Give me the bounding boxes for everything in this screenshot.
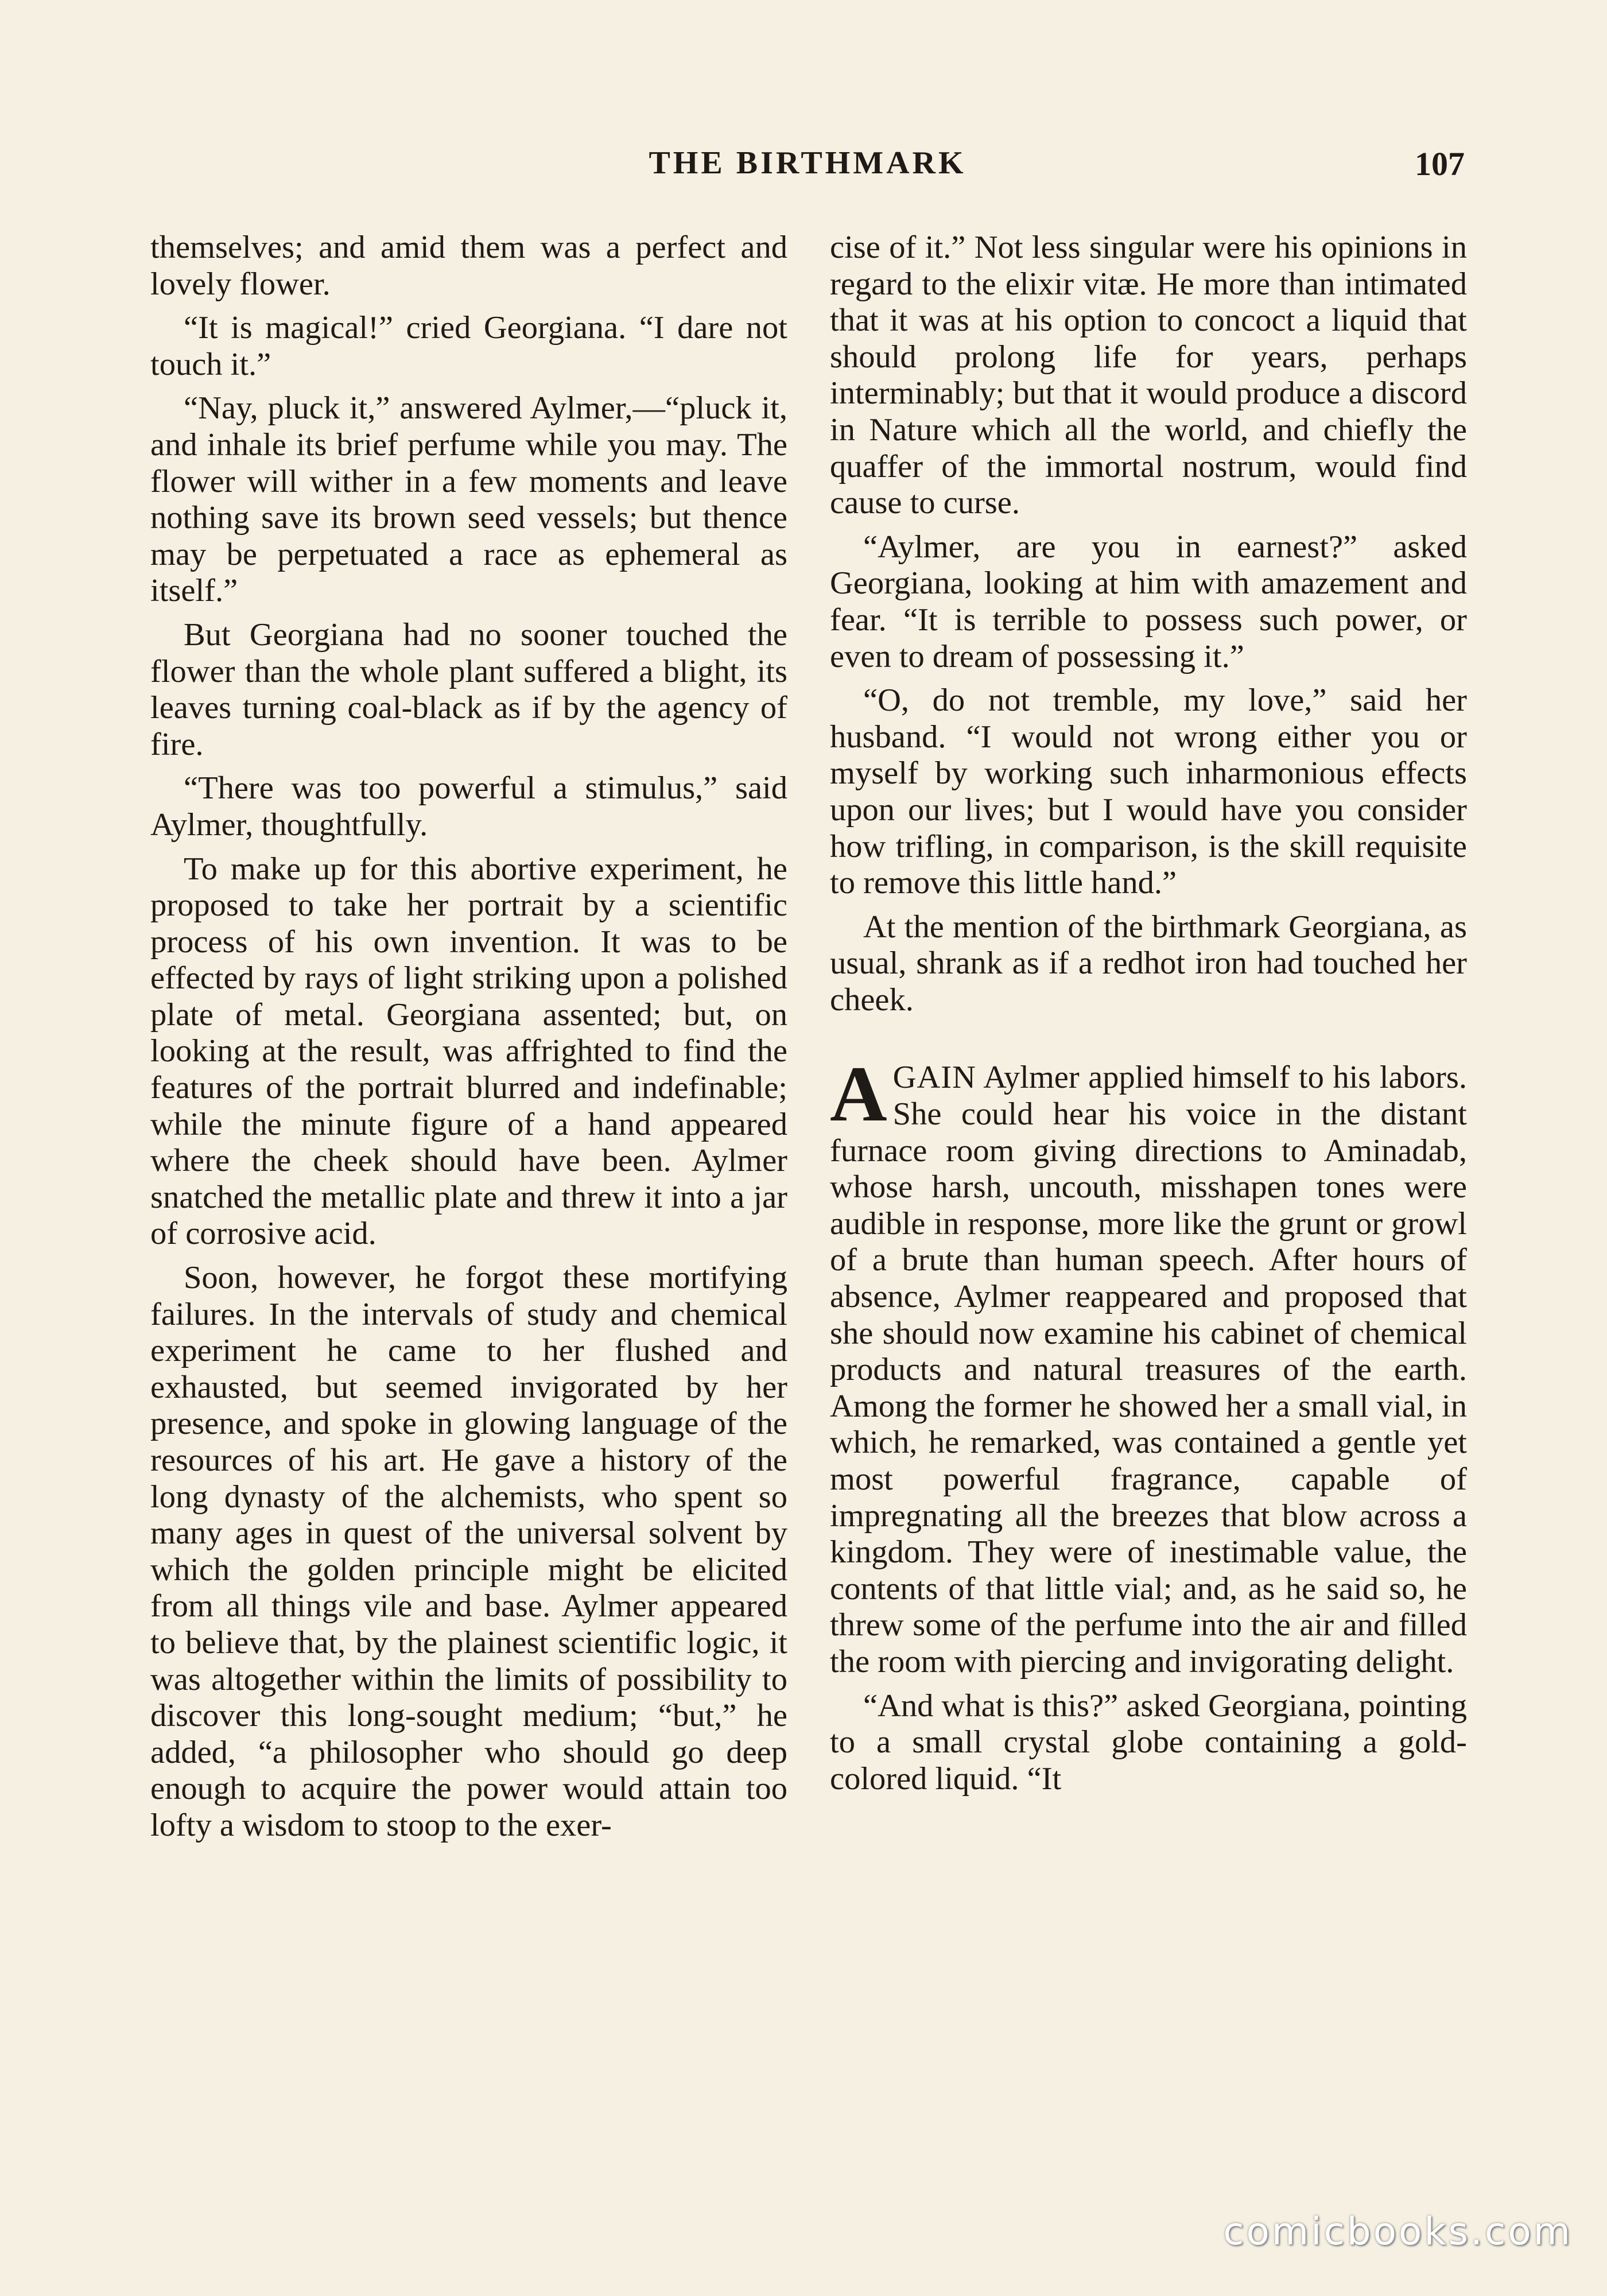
running-head: [150, 142, 1465, 188]
paragraph: “There was too powerful a stimulus,” said Aylmer, thoughtfully.: [150, 770, 787, 843]
drop-cap: A: [830, 1050, 887, 1138]
chapter-title: THE BIRTHMARK: [649, 145, 966, 181]
right-column: [830, 230, 1467, 1805]
left-column: [150, 230, 787, 1852]
paragraph: “O, do not tremble, my love,” said her husband. “I would not wrong either you or myself by working such inharmonious effects upon our lives; but I would have you consider how trifling, in comparison, is the skill requisite to remove this little hand.”: [830, 682, 1467, 901]
page-number: 107: [1415, 145, 1465, 183]
watermark-logo: comicbooks.com: [1223, 2209, 1573, 2254]
paragraph: “Aylmer, are you in earnest?” asked Georgiana, looking at him with amazement and fear. “It is terrible to possess such power, or even to dream of possessing it.”: [830, 529, 1467, 674]
paragraph: “Nay, pluck it,” answered Aylmer,—“pluck it, and inhale its brief perfume while you may. The flower will wither in a few moments and leave nothing save its brown seed vessels; but thence may be perpetuated a race as ephemeral as itself.”: [150, 390, 787, 609]
paragraph: At the mention of the birthmark Georgiana, as usual, shrank as if a redhot iron had touched her cheek.: [830, 909, 1467, 1018]
paragraph: “And what is this?” asked Georgiana, pointing to a small crystal globe containing a gold-colored liquid. “It: [830, 1688, 1467, 1797]
paragraph: “It is magical!” cried Georgiana. “I dare not touch it.”: [150, 310, 787, 382]
paragraph: To make up for this abortive experiment, he proposed to take her portrait by a scientific process of his own invention. It was to be effected by rays of light striking upon a polished plate of metal. Georgiana assented; but, on looking at the result, was affrighted to find the features of the portrait blurred and indefinable; while the minute figure of a hand appeared where the cheek should have been. Aylmer snatched the metallic plate and threw it into a jar of corrosive acid.: [150, 851, 787, 1252]
paragraph: cise of it.” Not less singular were his opinions in regard to the elixir vitæ. He more than intimated that it was at his option to concoct a liquid that should prolong life for years, perhaps interminably; but that it would produce a discord in Nature which all the world, and chiefly the quaffer of the immortal nostrum, would find cause to curse.: [830, 230, 1467, 521]
paragraph: Soon, however, he forgot these mortifying failures. In the intervals of study and chemical experiment he came to her flushed and exhausted, but seemed invigorated by her presence, and spoke in glowing language of the resources of his art. He gave a history of the long dynasty of the alchemists, who spent so many ages in quest of the universal solvent by which the golden principle might be elicited from all things vile and base. Aylmer appeared to believe that, by the plainest scientific logic, it was altogether within the limits of possibility to discover this long-sought medium; “but,” he added, “a philosopher who should go deep enough to acquire the power would attain too lofty a wisdom to stoop to the exer-: [150, 1260, 787, 1843]
paragraph: themselves; and amid them was a perfect and lovely flower.: [150, 230, 787, 302]
section-opening-paragraph: [830, 1050, 1467, 1680]
small-caps-lead: GAIN: [892, 1060, 976, 1096]
section-text: Aylmer applied himself to his labors. She could hear his voice in the distant furnace room giving directions to Aminadab, whose harsh, uncouth, misshapen tones were audible in response, more like the grunt or growl of a brute than human speech. After hours of absence, Aylmer reappeared and proposed that she should now examine his cabinet of chemical products and natural treasures of the earth. Among the former he showed her a small vial, in which, he remarked, was contained a gentle yet most powerful fragrance, capable of impregnating all the breezes that blow across a kingdom. They were of inestimable value, the contents of that little vial; and, as he said so, he threw some of the perfume into the air and filled the room with piercing and invigorating delight.: [830, 1060, 1467, 1680]
paragraph: But Georgiana had no sooner touched the flower than the whole plant suffered a blight, its leaves turning coal-black as if by the agency of fire.: [150, 616, 787, 762]
